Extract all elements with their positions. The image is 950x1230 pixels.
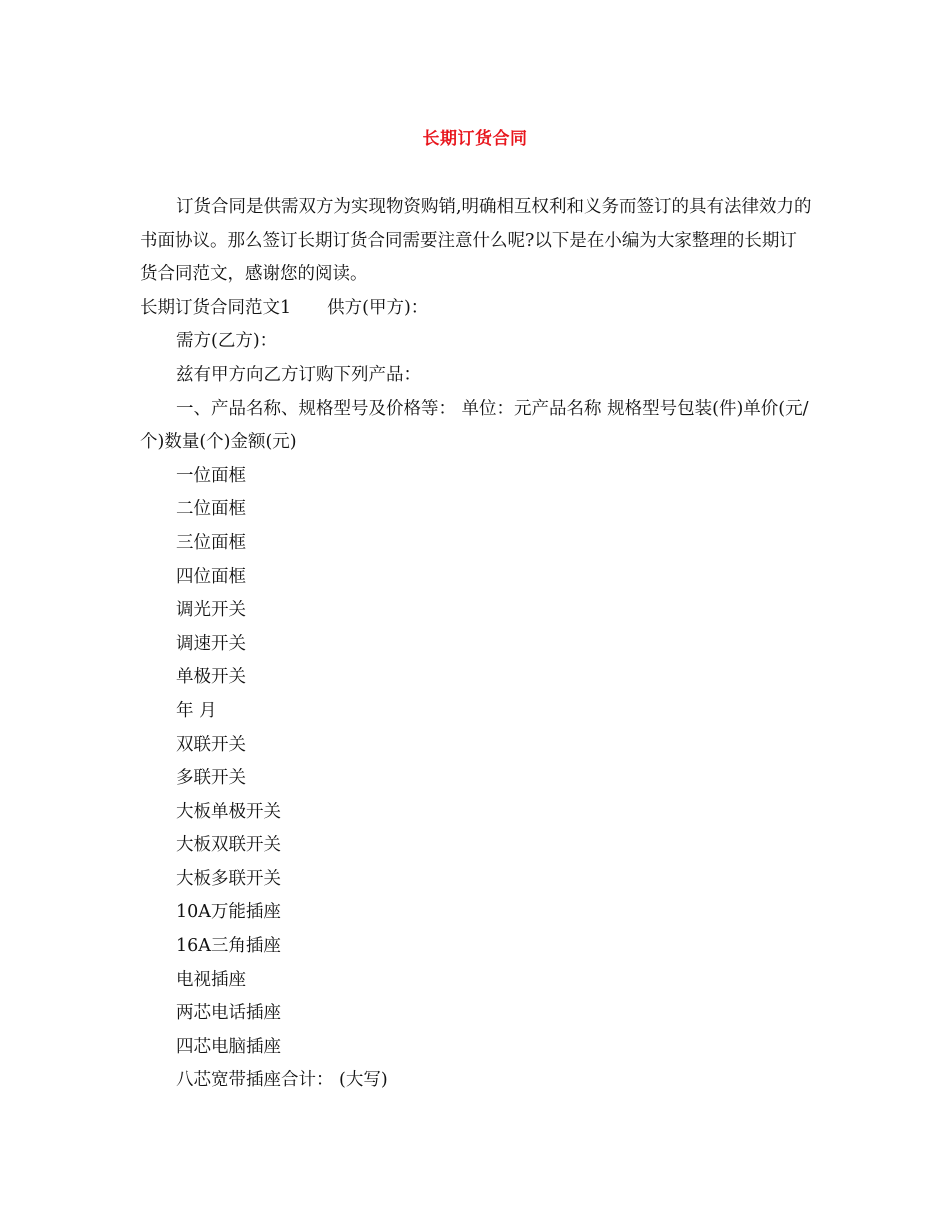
product-item-line: 调光开关 <box>176 600 246 621</box>
product-item-line: 16A三角插座 <box>176 936 281 957</box>
product-item-line: 三位面框 <box>176 532 246 553</box>
product-item-line: 四芯电脑插座 <box>176 1036 281 1057</box>
product-item-line: 10A万能插座 <box>176 902 281 923</box>
product-item-line: 二位面框 <box>176 499 246 520</box>
sample-heading-line <box>140 292 812 326</box>
intro-paragraph: 订货合同是供需双方为实现物资购销,明确相互权利和义务而签订的具有法律效力的书面协议。那么签订长期订货合同需要注意什么呢?以下是在小编为大家整理的长期订货合同范文，感谢您的阅读。 <box>140 197 812 285</box>
product-item-line: 八芯宽带插座合计： (大写) <box>176 1070 388 1091</box>
document-title: 长期订货合同 <box>422 129 528 149</box>
supplier-label: 供方(甲方)： <box>327 297 429 318</box>
product-item-line: 电视插座 <box>176 969 246 990</box>
product-item-line: 四位面框 <box>176 566 246 587</box>
product-item-line: 大板双联开关 <box>176 835 281 856</box>
product-item-line: 年 月 <box>176 700 217 721</box>
section-one-paragraph: 一、产品名称、规格型号及价格等： 单位：元产品名称 规格型号包装(件)单价(元/个)数量(个)金额(元) <box>140 398 809 453</box>
product-item-line: 多联开关 <box>176 768 246 789</box>
product-item-line: 双联开关 <box>176 734 246 755</box>
product-item-line: 调速开关 <box>176 633 246 654</box>
order-statement: 兹有甲方向乙方订购下列产品： <box>176 364 421 385</box>
product-item-list <box>140 460 812 1098</box>
product-item-line: 大板多联开关 <box>176 868 281 889</box>
product-item-line: 两芯电话插座 <box>176 1003 281 1024</box>
product-item-line: 单极开关 <box>176 667 246 688</box>
sample-heading: 长期订货合同范文1 <box>140 297 292 318</box>
product-item-line: 大板单极开关 <box>176 801 281 822</box>
product-item-line: 一位面框 <box>176 465 246 486</box>
buyer-label: 需方(乙方)： <box>176 331 278 352</box>
document-body <box>140 191 812 1098</box>
